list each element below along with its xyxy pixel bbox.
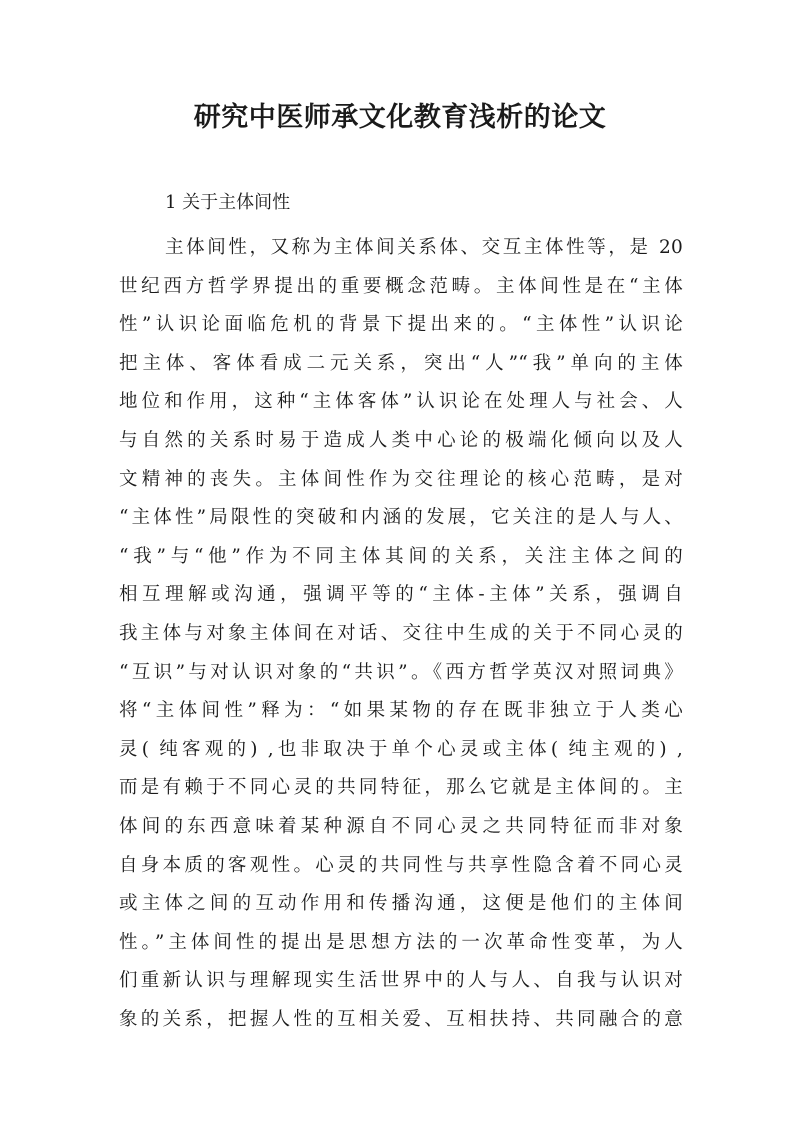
paragraph-line: 而是有赖于不同心灵的共同特征，那么它就是主体间的。主	[119, 777, 683, 799]
paragraph-line: 把主体、客体看成二元关系，突出“人”“我”单向的主体	[119, 352, 683, 374]
paragraph-line: 性”认识论面临危机的背景下提出来的。“主体性”认识论	[119, 314, 683, 336]
paragraph-line: 性。”主体间性的提出是思想方法的一次革命性变革，为人	[119, 931, 683, 953]
paragraph-line: 将“主体间性”释为：“如果某物的存在既非独立于人类心	[119, 700, 683, 722]
paragraph-line: “主体性”局限性的突破和内涵的发展，它关注的是人与人、	[119, 507, 683, 529]
paragraph-line: 我主体与对象主体间在对话、交往中生成的关于不同心灵的	[119, 622, 683, 644]
paragraph-line: “我”与“他”作为不同主体其间的关系，关注主体之间的	[119, 545, 683, 567]
paragraph-line: 体间的东西意味着某种源自不同心灵之共同特征而非对象	[119, 815, 683, 837]
paragraph-line: 地位和作用，这种“主体客体”认识论在处理人与社会、人	[119, 391, 683, 413]
document-title: 研究中医师承文化教育浅析的论文	[193, 102, 607, 133]
paragraph-line: 主体间性，又称为主体间关系体、交互主体性等，是 20	[165, 237, 683, 258]
paragraph-line: 或主体之间的互动作用和传播沟通，这便是他们的主体间	[119, 893, 683, 915]
paragraph-line: 象的关系，把握人性的互相关爱、互相扶持、共同融合的意	[119, 1008, 683, 1030]
paragraph-line: 们重新认识与理解现实生活世界中的人与人、自我与认识对	[119, 970, 683, 992]
paragraph-line: 相互理解或沟通，强调平等的“主体-主体”关系，强调自	[119, 584, 683, 606]
paragraph-line: 灵( 纯客观的) ,也非取决于单个心灵或主体( 纯主观的) ,	[119, 738, 683, 760]
paragraph-line: 世纪西方哲学界提出的重要概念范畴。主体间性是在“主体	[119, 275, 683, 297]
paragraph-line: “互识”与对认识对象的“共识”。《西方哲学英汉对照词典》	[119, 661, 683, 683]
body-paragraph	[119, 229, 683, 1039]
paragraph-line: 自身本质的客观性。心灵的共同性与共享性隐含着不同心灵	[119, 854, 683, 876]
paragraph-line: 文精神的丧失。主体间性作为交往理论的核心范畴，是对	[119, 468, 683, 490]
section-heading: 1 关于主体间性	[165, 192, 291, 213]
paragraph-line: 与自然的关系时易于造成人类中心论的极端化倾向以及人	[119, 429, 683, 451]
